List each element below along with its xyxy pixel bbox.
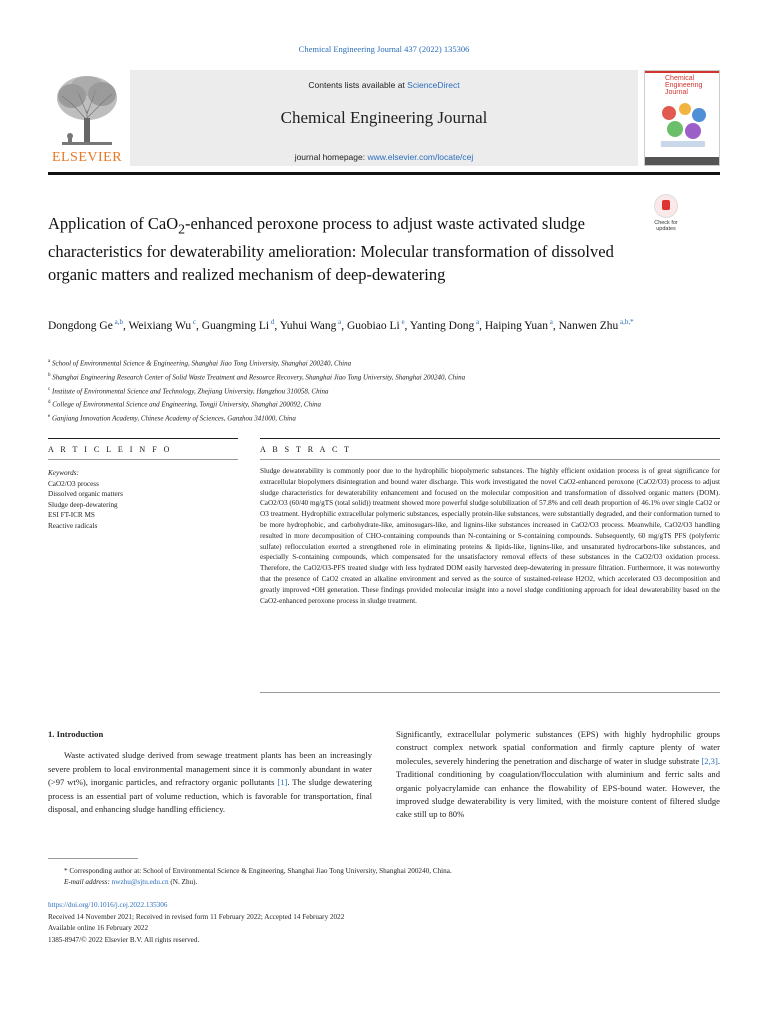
affiliation-item — [48, 384, 688, 398]
affiliation-item — [48, 397, 688, 411]
section-heading-introduction: 1. Introduction — [48, 729, 104, 739]
running-head[interactable]: Chemical Engineering Journal 437 (2022) 135306 — [298, 44, 470, 54]
article-info-subrule — [48, 459, 238, 460]
available-online: Available online 16 February 2022 — [48, 924, 149, 932]
paragraph-text: Significantly, extracellular polymeric substances (EPS) with highly hydrophilic groups construct complex network spatial conformation and firmly capture plenty of water molecules, severely hindering the penetration and discharge of water in sludge substrate — [396, 729, 720, 766]
contents-line — [130, 80, 638, 90]
elsevier-wordmark: ELSEVIER — [51, 150, 123, 165]
keywords-block — [48, 468, 238, 531]
affiliation-text: School of Environmental Science & Engineering, Shanghai Jiao Tong University, Shanghai 200240, China — [50, 359, 352, 368]
affiliation-marker[interactable]: d — [269, 318, 275, 326]
affiliation-letter: d — [48, 400, 51, 406]
journal-banner — [48, 70, 720, 168]
check-for-updates-badge[interactable] — [648, 194, 684, 230]
paragraph-text: Waste activated sludge derived from sewage treatment plants has been an increasingly severe problem to local environmental management since it is commonly abundant in water (>97 wt%), inorganic particles, and refractory organic pollutants — [48, 750, 372, 788]
affiliation-marker[interactable]: c — [191, 318, 196, 326]
keyword: ESI FT-ICR MS — [48, 511, 95, 519]
author-name[interactable]: Dongdong Ge — [48, 319, 113, 332]
article-info-heading: A R T I C L E I N F O — [48, 445, 172, 454]
affiliation-marker[interactable]: a,b,* — [618, 318, 634, 326]
affiliation-item — [48, 370, 688, 384]
article-info-rule — [48, 438, 238, 439]
check-updates-label: Check for updates — [654, 220, 678, 232]
affiliation-marker[interactable]: e — [399, 318, 405, 326]
homepage-line — [130, 152, 638, 162]
abstract-bottom-rule — [260, 692, 720, 693]
keyword: Reactive radicals — [48, 521, 98, 530]
cover-title: Chemical Engineering Journal — [665, 75, 703, 96]
author-list: Dongdong Ge $^{a,b}$, Weixiang Wu $^c$, Guangming Li $^d$, Yuhui Wang $^a$, Guobiao Li $^e$, Yanting Dong $^a$, Haiping Yuan $^a$, Nanwen Zhu $^{a,b,*}$ — [48, 318, 634, 332]
journal-title: Chemical Engineering Journal — [280, 108, 488, 127]
bookmark-icon — [654, 194, 678, 218]
affiliation-letter: c — [48, 386, 51, 392]
abstract-text: Sludge dewaterability is commonly poor due to the hydrophilic biopolymeric substances. The highly efficient oxidation process is of great significance for extracellular biopolymers disintegration and bound water discharge. This work investigated the novel CaO2-enhanced peroxone (CaO2/O3) process to adjust sludge characteristics for dewaterability enhancement and focused on the molecular composition and transformation of dissolved organic matters (DOM). CaO2/O3 (60/40 mg/gTS (total solid)) treatment showed more powerful sludge solubilization of 57.8% and cell death proportion of 46.1% over single CaO2 or O3 treatment. Hydrophilic extracellular polymeric substances, especially protein-like substances, were substantially degraded, and their conformation turned to be more hydrophobic, and carbohydrate-like, aminosugars-like, and lignins-like substances increased in CaO2/O3 process. Meanwhile, CaO2/O3 handling resulted in more decomposition of CHO-containing compounds than N-containing or S-containing compounds. Subsequently, 60 mg/gTS PFS (polyferric sulfate) reflocculation exerted a strengthened role in eliminating proteins & lipids-like, lignins-like, and unsaturated hydrocarbons-like substances, and especially S-containing compounds, which compensated for the unsatisfactory removal effects of these substances in the CaO2/O3 oxidation process. Therefore, the CaO2/O3-PFS treated sludge with less hydrated DOM easily harvested deep-dewatering in pressure filtration. Furthermore, it was noteworthy that the presence of CaO2 created an alkaline environment and served as the source of sustained-release H2O2, which accelerated O3 decomposition and greatly improved •OH generation. These findings provided molecular insight into a novel sludge conditioning approach for ideal dewaterability based on the CaO2-enhanced peroxone process in sludge treatment. — [260, 467, 720, 605]
doi-link[interactable]: https://doi.org/10.1016/j.cej.2022.135306 — [48, 901, 168, 909]
affiliation-letter: a — [48, 359, 51, 364]
email-label: E-mail address: — [64, 878, 110, 886]
author-name[interactable]: Nanwen Zhu — [558, 319, 619, 332]
title-part-1: Application of CaO — [48, 214, 179, 233]
author-name[interactable]: Weixiang Wu — [128, 319, 192, 332]
asterisk-marker: * — [64, 867, 70, 875]
citation-link[interactable]: [2,3] — [701, 755, 718, 766]
author-name[interactable]: Yuhui Wang — [279, 319, 337, 332]
title-subscript: 2 — [178, 221, 186, 237]
body-paragraph — [396, 728, 720, 822]
affiliation-marker[interactable]: a — [336, 318, 342, 326]
journal-cover-thumbnail[interactable] — [644, 70, 720, 166]
affiliation-marker[interactable]: a,b — [112, 318, 123, 326]
author-name[interactable]: Guobiao Li — [346, 319, 400, 332]
paragraph-text: . The sludge dewatering process is an essential part of volume reduction, which is favorable for transportation, final disposal, and enhancing sludge handling efficiency. — [48, 777, 372, 815]
sciencedirect-link[interactable]: ScienceDirect — [407, 80, 460, 90]
copyright: 1385-8947/© 2022 Elsevier B.V. All rights reserved. — [48, 935, 200, 944]
author-name[interactable]: Guangming Li — [201, 319, 270, 332]
affiliation-item — [48, 356, 688, 370]
homepage-prefix: journal homepage: — [294, 152, 368, 162]
affiliation-list — [48, 356, 688, 425]
cover-top-bar — [645, 71, 719, 73]
abstract-heading: A B S T R A C T — [260, 445, 352, 454]
title-part-2: -enhanced peroxone process to adjust waste activated sludge characteristics for dewaterability amelioration: Molecular transformation of dissolved organic matters and realized mechanism of deep-dewatering — [48, 214, 614, 285]
body-column-right — [396, 728, 720, 822]
keyword: Dissolved organic matters — [48, 490, 123, 498]
affiliation-text: College of Environmental Science and Engineering, Tongji University, Shanghai 200092, China — [50, 400, 322, 409]
email-link[interactable]: nwzhu@sjtu.edu.cn — [111, 878, 169, 886]
abstract-rule — [260, 438, 720, 439]
affiliation-marker[interactable]: a — [547, 318, 553, 326]
keyword: CaO2/O3 process — [48, 479, 99, 488]
affiliation-marker[interactable]: a — [474, 318, 480, 326]
email-suffix: (N. Zhu). — [168, 878, 198, 886]
publication-info — [48, 900, 720, 946]
keywords-label: Keywords: — [48, 469, 79, 477]
author-name[interactable]: Yanting Dong — [409, 319, 475, 332]
footnote-rule — [48, 858, 138, 859]
affiliation-letter: e — [48, 414, 51, 420]
affiliation-item — [48, 411, 688, 425]
footnotes — [48, 866, 720, 888]
abstract-subrule — [260, 459, 720, 460]
corresponding-author-note — [48, 866, 720, 877]
author-name[interactable]: Haiping Yuan — [484, 319, 548, 332]
received-dates: Received 14 November 2021; Received in revised form 11 February 2022; Accepted 14 February 2022 — [48, 912, 345, 921]
body-paragraph — [48, 749, 372, 816]
body-column-left — [48, 728, 372, 816]
paragraph-text: . Traditional conditioning by coagulation/flocculation with aluminium and ferric salts and organic polyacrylamide can enhance the flowability of EPS-bound water. However, the improved sludge dewaterability is very limited, with the moisture content of filtered sludge cake still up to 80% — [396, 755, 720, 820]
citation-link[interactable]: [1] — [277, 777, 288, 788]
affiliation-text: Institute of Environmental Science and Technology, Zhejiang University, Hangzhou 310058, China — [50, 386, 329, 395]
elsevier-tree-icon — [48, 70, 126, 150]
corresponding-text: Corresponding author at: School of Environmental Science & Engineering, Shanghai Jiao Tong University, Shanghai 200240, China. — [69, 867, 452, 875]
header-rule — [48, 172, 720, 175]
elsevier-logo[interactable] — [48, 70, 126, 166]
masthead — [130, 70, 638, 166]
affiliation-letter: b — [48, 372, 51, 378]
affiliation-text: Ganjiang Innovation Academy, Chinese Academy of Sciences, Ganzhou 341000, China — [50, 414, 296, 423]
keyword: Sludge deep-dewatering — [48, 500, 118, 509]
email-note — [48, 877, 720, 888]
contents-prefix: Contents lists available at — [308, 80, 408, 90]
cover-graphic-icon — [655, 99, 711, 151]
affiliation-text: Shanghai Engineering Research Center of Solid Waste Treatment and Resource Recovery, Shanghai Jiao Tong University, Shanghai 200240, China — [50, 373, 466, 382]
paper-title — [48, 212, 618, 286]
cover-footer-bar — [645, 157, 719, 165]
journal-homepage-link[interactable]: www.elsevier.com/locate/cej — [367, 152, 474, 162]
